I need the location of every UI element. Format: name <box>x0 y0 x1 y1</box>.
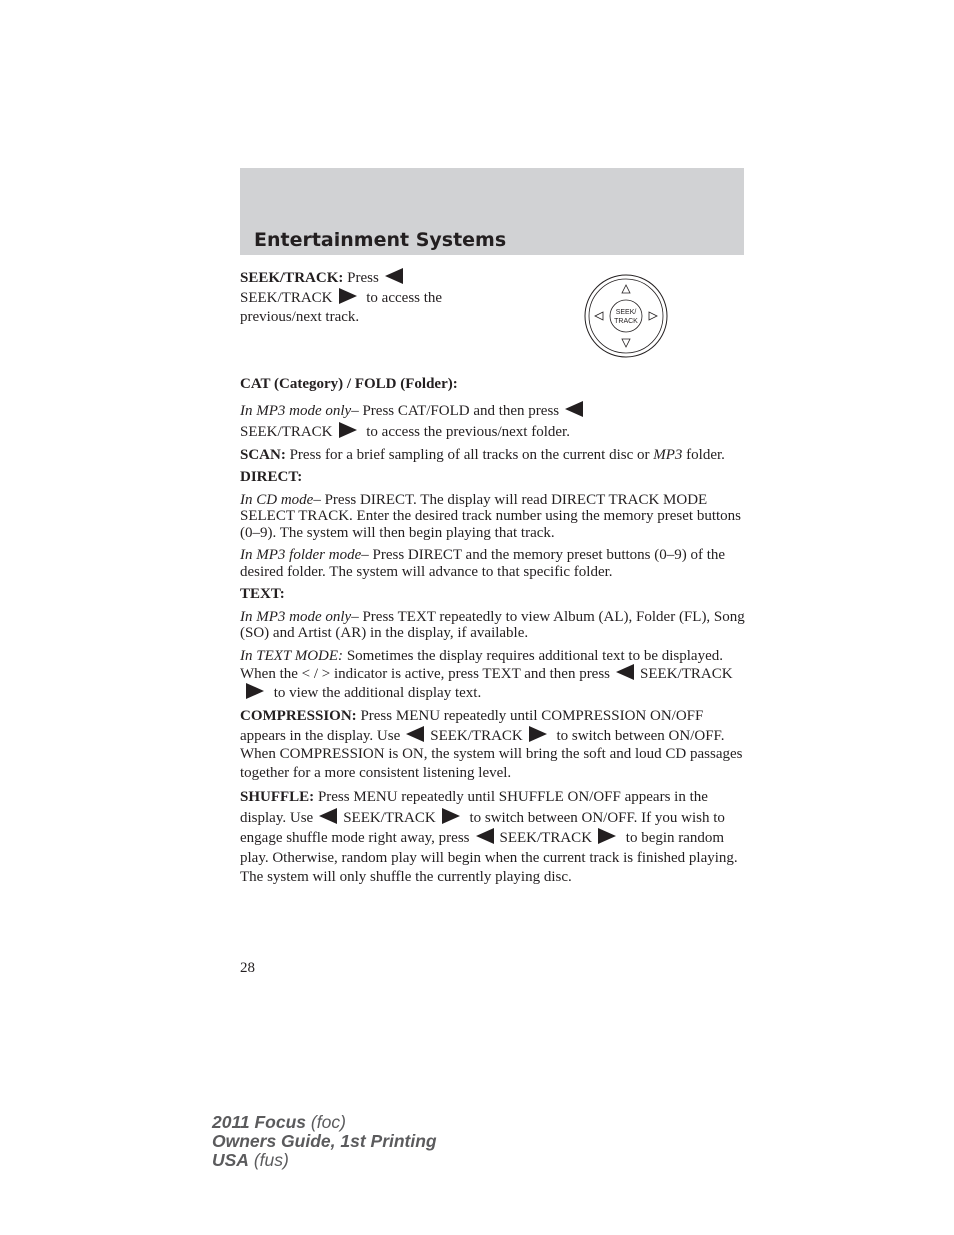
seek-track-text <box>240 268 490 327</box>
seek-left-arrow-icon <box>385 268 403 284</box>
compression-text-2: SEEK/TRACK <box>430 727 523 744</box>
cat-left-arrow-icon <box>565 401 583 417</box>
seek-track-button-diagram <box>584 274 668 358</box>
section-title: Entertainment Systems <box>254 229 507 251</box>
shuffle-text-1: Press MENU repeatedly until SHUFFLE ON/OFF appears in the display. Use <box>240 789 708 826</box>
text-mp3-text: – Press TEXT repeatedly to view Album (AL), Folder (FL), Song (SO) and Artist (AR) in the display, if available. <box>240 608 745 641</box>
compression-left-arrow-icon <box>406 726 424 742</box>
shuffle-left-arrow-icon-1 <box>319 808 337 824</box>
cat-text-1: – Press CAT/FOLD and then press <box>351 402 560 419</box>
cat-right-arrow-icon <box>339 422 357 438</box>
text-heading: TEXT: <box>240 586 285 602</box>
cat-paragraph <box>240 401 746 443</box>
footer-model: 2011 Focus <box>212 1112 307 1132</box>
direct-cd-mode: In CD mode <box>240 491 314 508</box>
footer-region-code: (fus) <box>248 1150 289 1170</box>
footer <box>212 1113 437 1170</box>
compression-lead: COMPRESSION: <box>240 708 357 724</box>
shuffle-text-2: SEEK/TRACK <box>343 809 436 826</box>
cat-text-3: to access the previous/next folder. <box>366 423 570 440</box>
cat-text-2: SEEK/TRACK <box>240 423 333 440</box>
footer-region: USA <box>212 1150 249 1170</box>
page-content <box>240 268 746 894</box>
cat-heading: CAT (Category) / FOLD (Folder): <box>240 376 458 392</box>
direct-cd-paragraph <box>240 492 746 542</box>
cat-mode: In MP3 mode only <box>240 402 352 419</box>
compression-text-1: Press MENU repeatedly until COMPRESSION ON/OFF appears in the display. Use <box>240 708 704 744</box>
direct-mp3-text: – Press DIRECT and the memory preset buttons (0–9) of the desired folder. The system will advance to that specific folder. <box>240 547 726 580</box>
direct-mp3-paragraph <box>240 547 746 580</box>
seek-track-text-4: previous/next track. <box>240 309 360 325</box>
shuffle-lead: SHUFFLE: <box>240 789 315 805</box>
shuffle-right-arrow-icon-2 <box>598 828 616 844</box>
seek-track-text-1: Press <box>347 270 379 286</box>
text-right-arrow-icon <box>246 683 264 699</box>
footer-model-code: (foc) <box>306 1112 346 1132</box>
shuffle-text-5: to begin random play. Otherwise, random play will begin when the current track is finished playing. The system will only shuffle the currently playing disc. <box>240 830 738 885</box>
text-left-arrow-icon <box>616 664 634 680</box>
shuffle-paragraph <box>240 788 746 888</box>
seek-track-text-3: to access the <box>366 290 443 306</box>
scan-lead: SCAN: <box>240 446 286 463</box>
text-mp3-paragraph <box>240 609 746 642</box>
seek-track-text-2: SEEK/TRACK <box>240 290 333 306</box>
page-number: 28 <box>240 960 255 976</box>
shuffle-right-arrow-icon-1 <box>442 808 460 824</box>
compression-right-arrow-icon <box>529 726 547 742</box>
direct-cd-text: – Press DIRECT. The display will read DIRECT TRACK MODE SELECT TRACK. Enter the desired track number using the memory preset buttons (0–9). The system will then begin playing that track. <box>240 491 742 541</box>
text-mode-text-2: SEEK/TRACK <box>640 666 733 682</box>
text-mode-label: In TEXT MODE: <box>240 647 344 664</box>
scan-mp3: MP3 <box>653 446 683 463</box>
shuffle-text-4: SEEK/TRACK <box>499 830 593 846</box>
scan-paragraph <box>240 447 746 464</box>
scan-text-1: Press for a brief sampling of all tracks on the current disc or <box>285 446 654 463</box>
diagram-label-track: TRACK <box>614 318 638 325</box>
compression-paragraph <box>240 707 746 782</box>
shuffle-left-arrow-icon-2 <box>476 828 494 844</box>
seek-track-lead: SEEK/TRACK: <box>240 270 344 286</box>
scan-text-2: folder. <box>682 446 725 463</box>
direct-heading: DIRECT: <box>240 469 303 485</box>
text-mode-text-1: Sometimes the display requires additional text to be displayed. When the < / > indicator is active, press TEXT and then press <box>240 647 723 682</box>
seek-right-arrow-icon <box>339 288 357 304</box>
seek-track-section <box>240 268 746 376</box>
footer-guide: Owners Guide, 1st Printing <box>212 1131 437 1151</box>
compression-text-3: to switch between ON/OFF. When COMPRESSION is ON, the system will bring the soft and loud CD passages together for a more consistent listening level. <box>240 727 743 781</box>
diagram-label-seek: SEEK/ <box>615 309 637 316</box>
text-mp3-mode: In MP3 mode only <box>240 608 352 625</box>
text-mode-text-3: to view the additional display text. <box>273 684 482 701</box>
shuffle-text-3: to switch between ON/OFF. If you wish to engage shuffle mode right away, press <box>240 809 725 846</box>
diagram-center-button <box>610 300 642 332</box>
text-mode-paragraph <box>240 648 746 702</box>
direct-mp3-mode: In MP3 folder mode <box>240 547 362 563</box>
section-header-bar <box>240 168 744 255</box>
